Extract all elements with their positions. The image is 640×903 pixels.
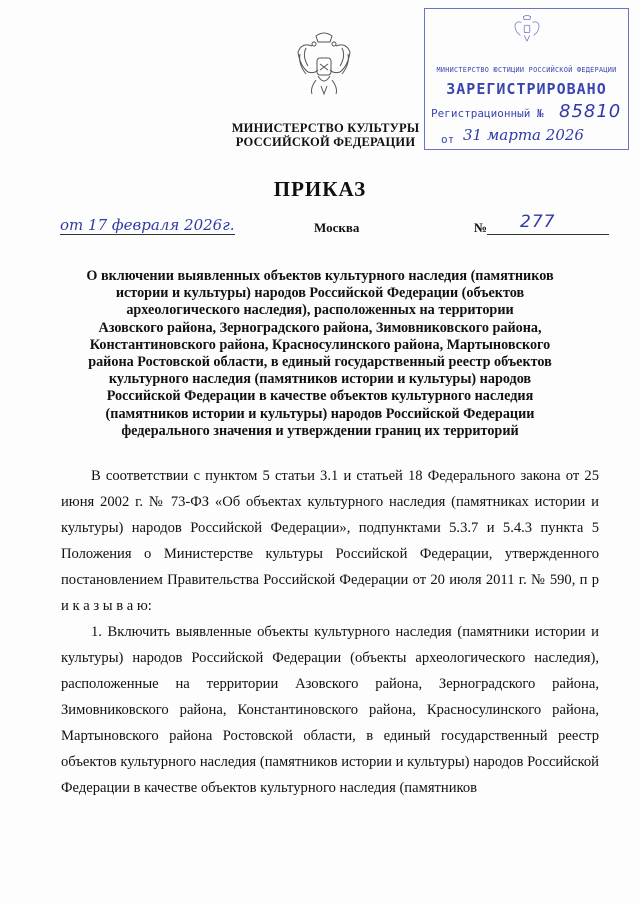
order-number-label: № <box>474 220 488 235</box>
heading-line: О включении выявленных объектов культурного наследия (памятников <box>86 268 554 284</box>
ministry-name <box>218 121 433 149</box>
item-1-paragraph: 1. Включить выявленные объекты культурного наследия (памятники истории и культуры) народов Российской Федерации (объекты археологического наследия), расположенные на территории Азовского района, Зерноградского района, Зимовниковского района, Константиновского района, Красносулинского района, Мартыновского района Ростовской области, в единый государственный реестр объектов культурного наследия (памятников истории и культуры) народов Российской Федерации в качестве объектов культурного наследия (памятников <box>61 624 599 796</box>
document-title: ПРИКАЗ <box>273 177 367 201</box>
heading-line: истории и культуры) народов Российской Федерации (объектов <box>115 285 525 302</box>
heading-line: Константиновского района, Красносулинского района, Мартыновского <box>89 336 551 353</box>
heading-line: Азовского района, Зерноградского района, Зимовниковского района, <box>98 319 542 336</box>
heading-line: археологического наследия), расположенных на территории <box>126 302 514 319</box>
heading-line: федерального значения и утверждении границ их территорий <box>121 422 519 439</box>
emblem-icon <box>294 28 354 98</box>
stamp-ministry-line: МИНИСТЕРСТВО ЮСТИЦИИ РОССИЙСКОЙ ФЕДЕРАЦИИ <box>436 66 617 74</box>
stamp-reg-number: 85810 <box>559 101 622 122</box>
registration-stamp <box>424 8 629 150</box>
date-underline <box>60 234 235 235</box>
order-date: от 17 февраля 2026г. <box>60 216 235 234</box>
stamp-registered-label: ЗАРЕГИСТРИРОВАНО <box>446 80 607 98</box>
stamp-date-value: 31 марта 2026 <box>463 126 584 144</box>
number-underline <box>487 234 609 235</box>
ministry-line-2: РОССИЙСКОЙ ФЕДЕРАЦИИ <box>235 135 416 149</box>
order-city: Москва <box>314 220 360 235</box>
order-body <box>61 463 599 801</box>
heading-line: района Ростовской области, в единый государственный реестр объектов <box>88 354 552 371</box>
heading-line: (памятников истории и культуры) народов Российской Федерации <box>105 405 535 422</box>
stamp-date-label: от <box>441 133 455 146</box>
stamp-reg-number-label: Регистрационный № <box>431 107 544 120</box>
heading-line: Российской Федерации в качестве объектов культурного наследия <box>106 388 534 405</box>
ministry-line-1: МИНИСТЕРСТВО КУЛЬТУРЫ <box>231 121 420 135</box>
order-heading <box>70 268 570 440</box>
order-number: 277 <box>520 212 556 232</box>
preamble-paragraph: В соответствии с пунктом 5 статьи 3.1 и статьей 18 Федерального закона от 25 июня 2002 г. № 73-ФЗ «Об объектах культурного наследия (памятниках истории и культуры) народов Российской Федерации», подпунктами 5.3.7 и 5.4.3 пункта 5 Положения о Министерстве культуры Российской Федерации, утвержденного постановлением Правительства Российской Федерации от 20 июля 2011 г. № 590, п р и к а з ы в а ю: <box>61 468 599 614</box>
stamp-emblem-icon <box>513 13 541 43</box>
heading-line: культурного наследия (памятников истории и культуры) народов <box>108 371 532 388</box>
